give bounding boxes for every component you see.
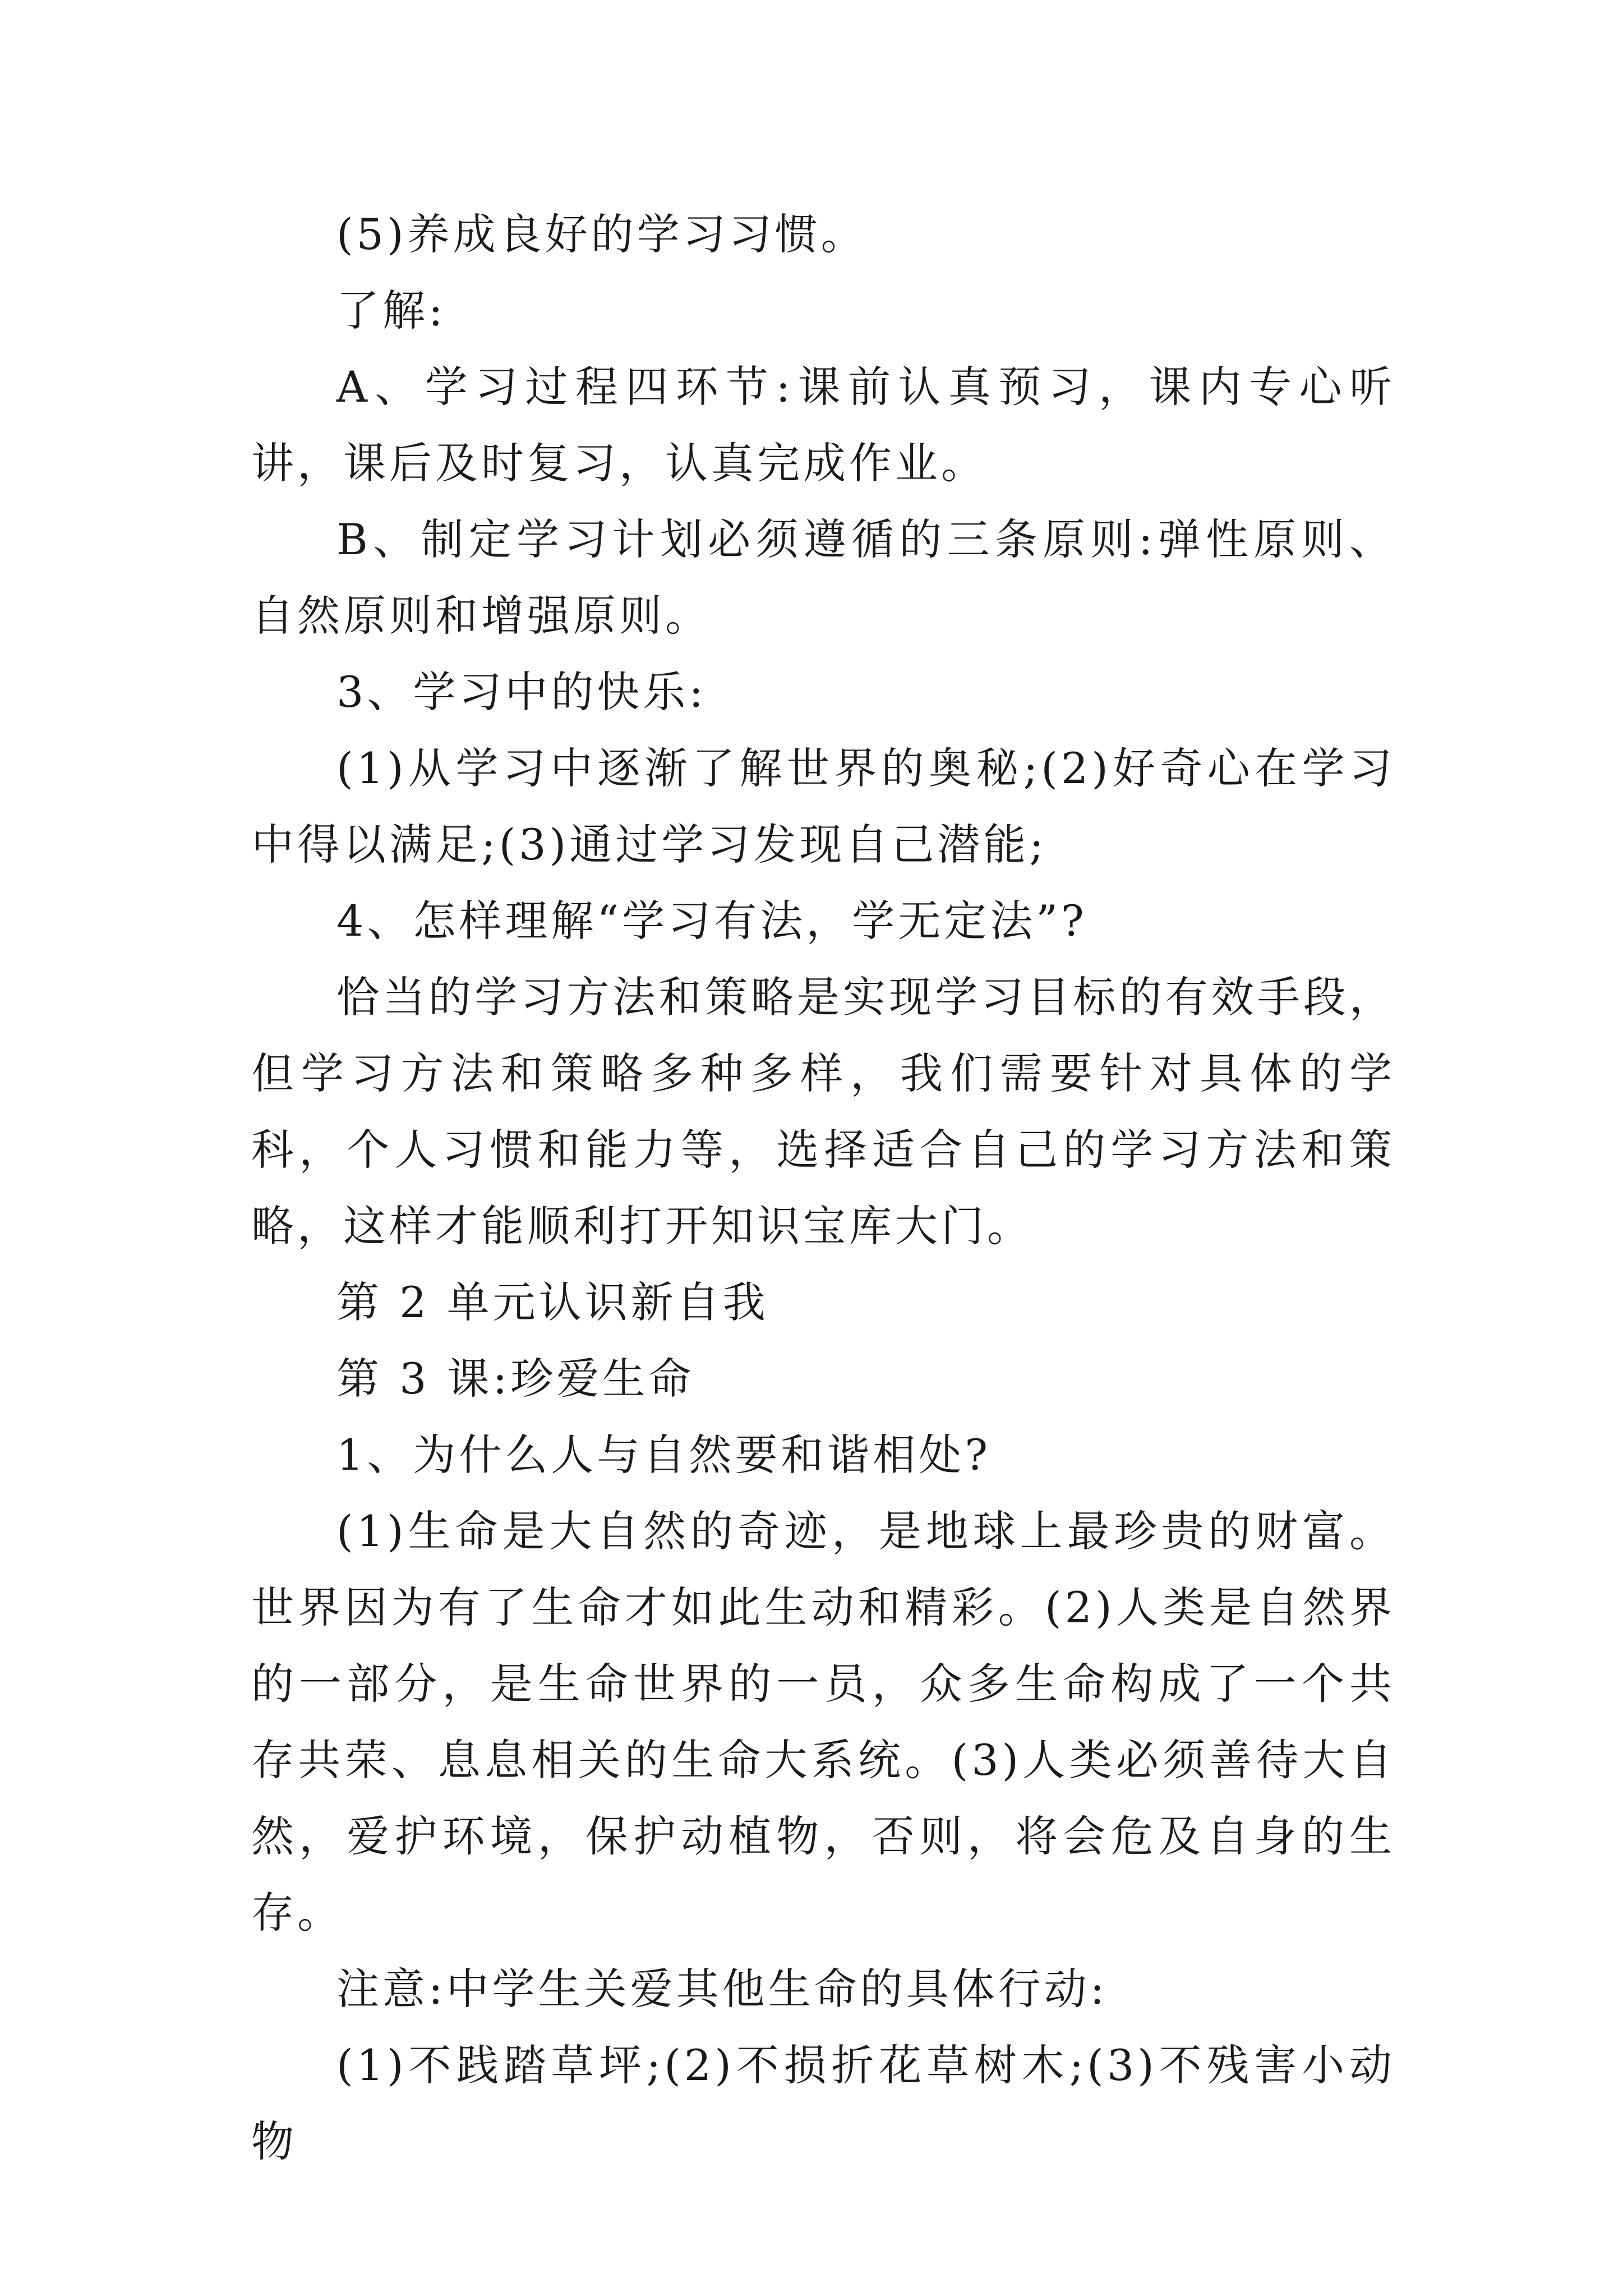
paragraph-note-heading: 注意:中学生关爱其他生命的具体行动: [336,1964,1108,2014]
paragraph-study-habit: (5)养成良好的学习习惯。 [336,209,867,259]
document-body [251,196,1395,2180]
paragraph-harmony-body: (1)生命是大自然的奇迹，是地球上最珍贵的财富。世界因为有了生命才如此生动和精彩。(2)人类是自然界的一部分，是生命世界的一员，众多生命构成了一个共存共荣、息息相关的生命大系统。(3)人类必须善待大自然，爱护环境，保护动植物，否则，将会危及自身的生存。 [251,1506,1395,1938]
paragraph-lesson-title: 第 3 课:珍爱生命 [336,1354,695,1404]
paragraph-joy-items: (1)从学习中逐渐了解世界的奥秘;(2)好奇心在学习中得以满足;(3)通过学习发现自己潜能; [251,743,1395,869]
paragraph-three-principles: B、制定学习计划必须遵循的三条原则:弹性原则、自然原则和增强原则。 [251,514,1395,641]
paragraph-method-body: 恰当的学习方法和策略是实现学习目标的有效手段，但学习方法和策略多种多样，我们需要针对具体的学科，个人习惯和能力等，选择适合自己的学习方法和策略，这样才能顺利打开知识宝库大门。 [251,972,1395,1251]
paragraph-unit-title: 第 2 单元认识新自我 [336,1277,769,1327]
paragraph-harmony-heading: 1、为什么人与自然要和谐相处? [336,1430,992,1480]
paragraph-method-heading: 4、怎样理解“学习有法，学无定法”? [336,896,1087,946]
paragraph-four-steps: A、学习过程四环节:课前认真预习，课内专心听讲，课后及时复习，认真完成作业。 [251,362,1395,488]
paragraph-understand-label: 了解: [336,286,446,335]
paragraph-note-items: (1)不践踏草坪;(2)不损折花草树木;(3)不残害小动物 [251,2040,1395,2166]
paragraph-joy-heading: 3、学习中的快乐: [336,667,707,717]
